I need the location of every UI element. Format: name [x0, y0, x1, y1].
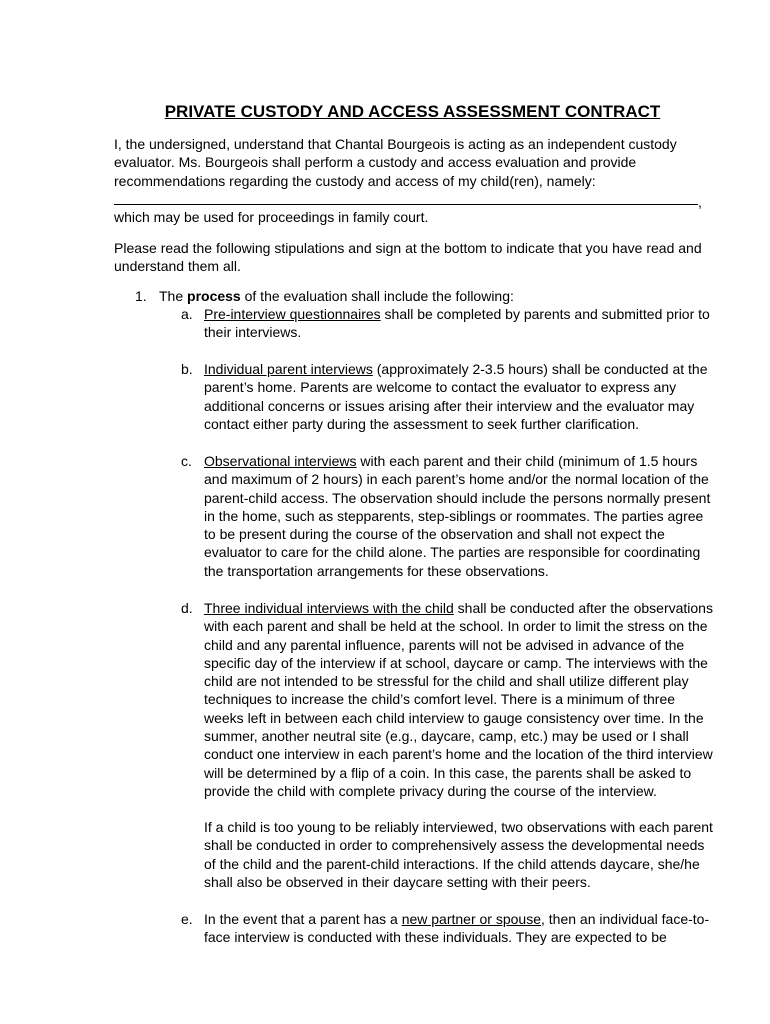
subitem-c-heading: Observational interviews [204, 453, 357, 469]
subitem-d-paragraph-2: If a child is too young to be reliably interviewed, two observations with each parent shall be conducted in order to comprehensively assess the developmental needs of the child and the parent-child interactions. If the child attends daycare, she/he shall also be observed in their daycare setting with their peers. [204, 819, 713, 890]
subitem-b-text [204, 360, 714, 433]
subitem-c-letter: c. [181, 453, 192, 469]
subitem-b-heading: Individual parent interviews [204, 361, 373, 377]
intro-continuation: which may be used for proceedings in family court. [114, 209, 429, 225]
subitem-a-heading: Pre-interview questionnaires [204, 306, 381, 322]
subitem-d-letter: d. [181, 600, 193, 616]
item-1-suffix: of the evaluation shall include the following: [240, 288, 514, 304]
intro-paragraph: I, the undersigned, understand that Chantal Bourgeois is acting as an independent custody evaluator. Ms. Bourgeois shall perform a custody and access evaluation and provide recommendations regarding the custody and access of my child(ren), namely: [114, 136, 677, 189]
item-1-prefix: The [159, 288, 188, 304]
instructions-paragraph: Please read the following stipulations and sign at the bottom to indicate that you have read and understand them all. [114, 240, 702, 275]
subitem-d-body: shall be conducted after the observations with each parent and shall be held at the school. In order to limit the stress on the child and any parental influence, parents will not be advised in advance of the specific day of the interview if at school, daycare or camp. The interviews with the child are not intended to be stressful for the child and shall utilize different play techniques to increase the child’s comfort level. There is a minimum of three weeks left in between each child interview to gauge consistency over time. In the summer, another neutral site (e.g., daycare, camp, etc.) may be used or I shall conduct one interview in each parent’s home and the location of the third interview will be determined by a flip of a coin. In this case, the parents shall be asked to provide the child with complete privacy during the course of the interview. [204, 600, 713, 799]
item-1-text [159, 287, 719, 305]
subitem-a-body: shall be completed by parents and submitted prior to their interviews. [204, 306, 710, 341]
document-title: PRIVATE CUSTODY AND ACCESS ASSESSMENT CONTRACT [164, 102, 661, 121]
subitem-a-letter: a. [181, 306, 193, 322]
subitem-a-text [204, 305, 714, 342]
subitem-e-letter: e. [181, 911, 193, 927]
subitem-d-text [204, 599, 714, 800]
subitem-e-prefix: In the event that a parent has a [204, 911, 402, 927]
subitem-e-body: , then an individual face-to-face interview is conducted with these individuals. They are expected to be [204, 911, 710, 946]
subitem-c-text [204, 452, 714, 580]
subitem-e-heading: new partner or spouse [401, 911, 542, 927]
children-names-blank [114, 204, 698, 205]
subitem-c-body: with each parent and their child (minimum of 1.5 hours and maximum of 2 hours) in each parent’s home and/or the normal location of the parent-child access. The observation should include the persons normally present in the home, such as stepparents, step-siblings or roommates. The parties agree to be present during the course of the observation and shall not expect the evaluator to care for the child alone. The parties are responsible for coordinating the transportation arrangements for these observations. [204, 453, 711, 579]
item-1-number: 1. [135, 288, 147, 304]
subitem-b-letter: b. [181, 361, 193, 377]
blank-suffix: , [698, 194, 702, 210]
subitem-b-body: (approximately 2-3.5 hours) shall be conducted at the parent’s home. Parents are welcome to contact the evaluator to express any additional concerns or issues arising after their interview and the evaluator may contact either party during the assessment to seek further clarification. [204, 361, 708, 432]
item-1-bold: process [187, 288, 241, 304]
subitem-e-text [204, 910, 714, 947]
subitem-d-heading: Three individual interviews with the child [204, 600, 454, 616]
